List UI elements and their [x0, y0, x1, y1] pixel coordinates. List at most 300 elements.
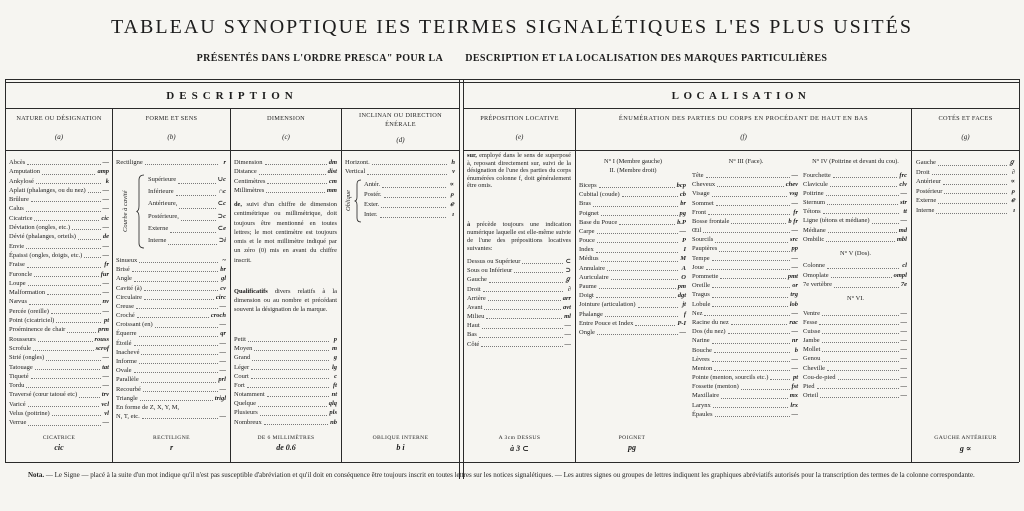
abbreviation: gl: [220, 275, 226, 283]
term: Antérieur: [916, 178, 941, 186]
rule-header-right: [463, 150, 1019, 151]
list-item: [9, 325, 109, 334]
dot-leader: [932, 174, 1007, 175]
term: Sourcils: [692, 236, 714, 244]
rule-bottom: [5, 462, 1019, 463]
dot-leader: [833, 177, 898, 178]
dot-leader: [822, 361, 898, 362]
dot-leader: [259, 174, 326, 175]
dot-leader: [486, 318, 562, 319]
dot-leader: [514, 272, 563, 273]
dot-leader: [38, 341, 93, 342]
group-5-title: N° V (Dos).: [840, 250, 871, 257]
abbreviation: tat: [102, 363, 109, 371]
dot-leader: [84, 257, 100, 258]
example-g: [912, 435, 1019, 453]
term: Arrière: [467, 294, 486, 302]
abbreviation: —: [564, 340, 571, 348]
abbreviation: ℊ: [564, 276, 571, 284]
term: Creuse: [116, 302, 135, 310]
list-item: [803, 207, 907, 216]
column-f-group-5-list: [803, 261, 907, 290]
term: Cou-de-pied: [803, 373, 836, 381]
term: N, T, etc.: [116, 413, 140, 421]
term: Antér.: [364, 181, 381, 188]
example-label: DE 6 MILLIMÈTRES: [257, 435, 315, 441]
term: Amputation: [9, 168, 41, 176]
column-b-rectiligne: [116, 158, 226, 167]
dot-leader: [31, 201, 101, 202]
column-d-oblique-list: [364, 180, 454, 220]
list-item: [916, 187, 1015, 197]
abbreviation: ompl: [893, 271, 907, 279]
dot-leader: [720, 278, 786, 279]
list-item: [803, 189, 907, 198]
term: Cuisse: [803, 328, 821, 336]
abbreviation: mx: [789, 392, 798, 400]
list-item: [692, 327, 798, 336]
example-d: [342, 435, 459, 452]
dot-leader: [178, 183, 216, 184]
abbreviation: fr: [793, 208, 798, 216]
abbreviation: —: [900, 190, 907, 198]
list-item: [9, 288, 109, 297]
dot-leader: [704, 315, 789, 316]
list-item: [467, 266, 571, 275]
dot-leader: [770, 379, 790, 380]
example-b: [113, 435, 230, 452]
abbreviation: —: [102, 382, 109, 390]
term: Dessus ou Supérieur: [467, 257, 521, 265]
dot-leader: [712, 306, 787, 307]
term: Millimètres: [234, 186, 265, 194]
list-item: [692, 346, 798, 355]
term: Omoplate: [803, 271, 829, 279]
dot-leader: [28, 285, 101, 286]
column-f-letter: (f): [740, 133, 747, 141]
dot-leader: [622, 196, 678, 197]
abbreviation: —: [219, 321, 226, 329]
abbreviation: lg: [331, 363, 337, 371]
dot-leader: [34, 220, 99, 221]
dot-leader: [838, 379, 899, 380]
term: Narine: [692, 337, 710, 345]
term: Orteil: [803, 391, 819, 399]
column-c-qualifier-list: [234, 335, 337, 427]
term: Quelque: [234, 400, 257, 408]
dot-leader: [484, 309, 561, 310]
term: Ankylosé: [9, 177, 34, 185]
abbreviation: h: [451, 159, 455, 166]
term: Horizont.: [345, 159, 370, 166]
term: Calus: [9, 205, 24, 213]
footnote-text: — Le Signe — placé à la suite d'un mot indique qu'il n'est pas susceptible d'abréviation et qu'il doit en conséquence être toujours inscrit en toutes lettres sur les notices signalétiques. — Les autres signes ou groupes de lettres indiquent les graphiques abréviatifs autorisés pour la transcription des termes de la colonne correspondante.: [45, 471, 975, 479]
dot-leader: [35, 369, 100, 370]
dot-leader: [33, 350, 94, 351]
list-item: [234, 363, 337, 372]
abbreviation: —: [900, 217, 907, 225]
list-item: [234, 390, 337, 399]
abbreviation: amp: [97, 168, 109, 176]
dot-leader: [132, 271, 218, 272]
dot-leader: [596, 297, 676, 298]
abbreviation: cl: [902, 262, 907, 269]
dot-leader: [714, 352, 790, 353]
list-item: [116, 256, 226, 265]
list-item: [116, 412, 226, 421]
abbreviation: src: [790, 236, 798, 244]
list-item: [692, 180, 798, 189]
abbreviation: k: [105, 177, 109, 185]
list-item: [803, 336, 907, 345]
abbreviation: trv: [101, 391, 109, 399]
list-item: [803, 198, 907, 207]
abbreviation: br: [680, 200, 686, 208]
term: Recourbé: [116, 385, 141, 393]
dot-leader: [599, 187, 675, 188]
list-item: [692, 309, 798, 318]
list-item: [803, 280, 907, 290]
dot-leader: [607, 270, 678, 271]
abbreviation: pp: [791, 245, 798, 253]
abbreviation: mbl: [896, 235, 907, 243]
list-item: [9, 381, 109, 390]
term: Larynx: [692, 401, 711, 409]
list-item: [803, 354, 907, 363]
abbreviation: b.P: [677, 218, 686, 226]
term: Maxillaire: [692, 392, 720, 400]
dot-leader: [248, 341, 329, 342]
term: Cubital (coude): [579, 191, 620, 199]
dot-leader: [827, 204, 898, 205]
dot-leader: [29, 304, 100, 305]
rule-top: [5, 79, 1019, 80]
term: Tordu: [9, 382, 25, 390]
abbreviation: f: [683, 310, 686, 318]
abbreviation: —: [564, 331, 571, 339]
example-label: POIGNET: [618, 435, 646, 441]
term: Externe: [916, 197, 937, 205]
abbreviation: —: [102, 354, 109, 362]
abbreviation: —: [900, 337, 907, 345]
list-item: [9, 363, 109, 372]
abbreviation: —: [900, 364, 907, 372]
dot-leader: [597, 233, 678, 234]
term: Oreille: [692, 282, 711, 290]
group-4-title: N° IV (Poitrine et devant du cou).: [812, 158, 899, 165]
dot-leader: [28, 425, 100, 426]
list-item: [148, 211, 226, 223]
footnote-lead: Nota.: [28, 471, 45, 479]
abbreviation: A: [681, 264, 686, 272]
dot-leader: [42, 174, 95, 175]
abbreviation: cb: [679, 191, 686, 199]
term: Ombilic: [803, 235, 825, 243]
list-item: [116, 158, 226, 167]
abbreviation: b fr: [788, 217, 798, 225]
abbreviation: I: [683, 246, 686, 254]
term: Ligne (tétons et médiane): [803, 217, 870, 225]
dot-leader: [367, 174, 447, 175]
dot-leader: [139, 262, 218, 263]
list-item: [467, 275, 571, 284]
dot-leader: [381, 207, 446, 208]
group-3-title: N° III (Face).: [728, 158, 764, 165]
abbreviation: ⊃c: [217, 212, 226, 220]
dot-leader: [936, 213, 1007, 214]
abbreviation: ∂: [1011, 168, 1015, 176]
dot-leader: [599, 288, 676, 289]
list-item: [916, 206, 1015, 216]
dot-leader: [155, 327, 218, 328]
term: Aplati (phalanges, ou du nez): [9, 186, 86, 194]
column-b-list: [116, 256, 226, 421]
term: Milieu: [467, 313, 485, 321]
abbreviation: mm: [326, 186, 337, 194]
dot-leader: [141, 354, 217, 355]
note-text: divers relatifs à la dimension ou au nombre et précédant souvent la désignation de la marque.: [234, 288, 337, 314]
list-item: [234, 186, 337, 195]
list-item: [9, 251, 109, 260]
list-item: [692, 401, 798, 410]
column-c-dimension-list: [234, 158, 337, 195]
abbreviation: —: [102, 251, 109, 259]
dot-leader: [139, 336, 218, 337]
list-item: [9, 177, 109, 186]
term: Jambe: [803, 337, 820, 345]
term: Nombreux: [234, 418, 262, 426]
abbreviation: lrx: [790, 401, 798, 409]
term: Haut: [467, 322, 480, 330]
list-item: [692, 272, 798, 281]
term: Croissant (en): [116, 321, 153, 329]
list-item: [579, 218, 686, 227]
dot-leader: [56, 322, 101, 323]
abbreviation: —: [102, 205, 109, 213]
term: Malformation: [9, 289, 46, 297]
abbreviation: ℯ: [450, 201, 454, 208]
list-item: [9, 214, 109, 223]
dot-leader: [140, 400, 213, 401]
list-item: [345, 167, 455, 176]
abbreviation: —: [102, 196, 109, 204]
term: Gauche: [916, 159, 936, 166]
list-item: [116, 265, 226, 274]
term: Moyen: [234, 345, 253, 353]
list-item: [579, 273, 686, 282]
list-item: [345, 158, 455, 167]
dot-leader: [703, 232, 789, 233]
group-6-title: N° VI.: [847, 295, 864, 302]
term: Poignet: [579, 209, 599, 217]
abbreviation: circ: [215, 293, 226, 301]
list-item: [234, 344, 337, 353]
list-item: [9, 195, 109, 204]
section-localisation: LOCALISATION: [671, 90, 811, 102]
abbreviation: —: [102, 224, 109, 232]
list-item: [579, 199, 686, 208]
curve-brace-icon: [136, 174, 145, 249]
dot-leader: [712, 343, 790, 344]
abbreviation: —: [102, 279, 109, 287]
term: Fort: [234, 381, 245, 389]
list-item: [579, 181, 686, 190]
abbreviation: —: [900, 328, 907, 336]
dot-leader: [822, 342, 899, 343]
list-item: [116, 284, 226, 293]
example-abbr: g ∝: [959, 444, 972, 453]
column-d-letter: (d): [396, 136, 405, 144]
abbreviation: md: [898, 226, 907, 234]
abbreviation: —: [900, 346, 907, 354]
list-item: [692, 318, 798, 327]
term: Bras: [579, 200, 591, 208]
dot-leader: [145, 164, 218, 165]
list-item: [234, 399, 337, 408]
list-item: [692, 171, 798, 180]
dot-leader: [827, 268, 899, 269]
dot-leader: [46, 360, 100, 361]
dot-leader: [51, 313, 101, 314]
dot-leader: [741, 389, 790, 390]
list-item: [9, 307, 109, 316]
abbreviation: —: [791, 227, 798, 235]
dot-leader: [88, 192, 101, 193]
abbreviation: ∪c: [217, 175, 226, 183]
list-item: [9, 260, 109, 269]
list-item: [579, 328, 686, 337]
dot-leader: [144, 290, 218, 291]
section-description: DESCRIPTION: [166, 90, 298, 102]
list-item: [579, 190, 686, 199]
column-e-list: [467, 257, 571, 349]
term: Plusieurs: [234, 409, 258, 417]
abbreviation: jt: [682, 301, 686, 309]
example-f: [576, 435, 688, 452]
example-c: [231, 435, 341, 452]
list-item: [9, 344, 109, 353]
abbreviation: m: [331, 345, 337, 353]
term: Droit: [916, 168, 930, 176]
column-g-list: [916, 158, 1015, 216]
rule-section-right: [463, 108, 1019, 109]
list-item: [803, 382, 907, 391]
list-item: [579, 227, 686, 236]
term: Sternum: [803, 199, 826, 207]
term: Triangle: [116, 394, 138, 402]
dot-leader: [67, 332, 96, 333]
dot-leader: [254, 350, 329, 351]
column-e-note-sur: [467, 152, 571, 190]
term: Bas: [467, 331, 477, 339]
list-item: [467, 303, 571, 312]
dot-leader: [139, 363, 218, 364]
term: Dos (du nez): [692, 328, 726, 336]
dot-leader: [79, 397, 100, 398]
abbreviation: dist: [327, 168, 337, 176]
list-item: [148, 235, 226, 247]
abbreviation: —: [219, 367, 226, 375]
abbreviation: cv: [220, 284, 226, 292]
example-abbr: r: [169, 443, 174, 452]
term: Tempe: [692, 254, 710, 262]
abbreviation: nr: [791, 337, 798, 345]
term: Verrue: [9, 419, 27, 427]
list-item: [803, 261, 907, 271]
dot-leader: [713, 407, 789, 408]
list-item: [803, 309, 907, 318]
page-subtitle: [0, 53, 1024, 64]
abbreviation: cm: [329, 177, 337, 185]
list-item: [579, 245, 686, 254]
list-item: [692, 410, 798, 419]
example-abbr: de 0.6: [276, 443, 296, 452]
abbreviation: pg: [679, 209, 686, 217]
term: Antérieure,: [148, 200, 178, 208]
abbreviation: —: [219, 413, 226, 421]
list-item: [467, 294, 571, 303]
dot-leader: [817, 388, 899, 389]
abbreviation: —: [102, 242, 109, 250]
abbreviation: —: [102, 159, 109, 166]
term: Tatouage: [9, 363, 33, 371]
dot-leader: [34, 276, 99, 277]
term: Tête: [692, 171, 704, 179]
example-label: RECTILIGNE: [153, 435, 190, 441]
list-item: [579, 236, 686, 245]
list-item: [692, 235, 798, 244]
term: Droit: [467, 285, 481, 293]
list-item: [692, 355, 798, 364]
list-item: [9, 242, 109, 251]
term: En forme de Z, X, Y, M,: [116, 403, 180, 411]
term: Croché: [116, 312, 135, 320]
dot-leader: [715, 416, 790, 417]
column-f-header: ÉNUMÉRATION DES PARTIES DU CORPS EN PROCÉDANT DE HAUT EN BAS: [618, 115, 869, 122]
dot-leader: [143, 391, 218, 392]
abbreviation: dm: [328, 159, 337, 166]
abbreviation: cic: [101, 214, 109, 222]
list-item: [467, 321, 571, 330]
list-item: [916, 177, 1015, 187]
abbreviation: bcp: [676, 181, 686, 189]
term: Léger: [234, 363, 250, 371]
dot-leader: [834, 287, 899, 288]
list-item: [116, 302, 226, 311]
abbreviation: ⊂c: [217, 200, 226, 208]
abbreviation: arr: [562, 294, 571, 302]
abbreviation: —: [791, 263, 798, 271]
term: Abcès: [9, 159, 26, 166]
term: Sinueux: [116, 256, 138, 264]
list-item: [9, 400, 109, 409]
list-item: [803, 216, 907, 225]
dot-leader: [26, 387, 100, 388]
term: Fourchette: [803, 172, 831, 179]
dot-leader: [944, 193, 1007, 194]
dot-leader: [938, 203, 1007, 204]
term: Médius: [579, 255, 599, 263]
list-item: [234, 372, 337, 381]
abbreviation: fst: [791, 383, 798, 391]
example-label: OBLIQUE INTERNE: [372, 435, 429, 441]
list-item: [803, 391, 907, 400]
list-item: [467, 312, 571, 321]
abbreviation: ∝: [449, 181, 454, 188]
example-abbr: b i: [396, 443, 405, 452]
abbreviation: —: [679, 328, 686, 336]
rule-col-f-g: [911, 108, 912, 462]
